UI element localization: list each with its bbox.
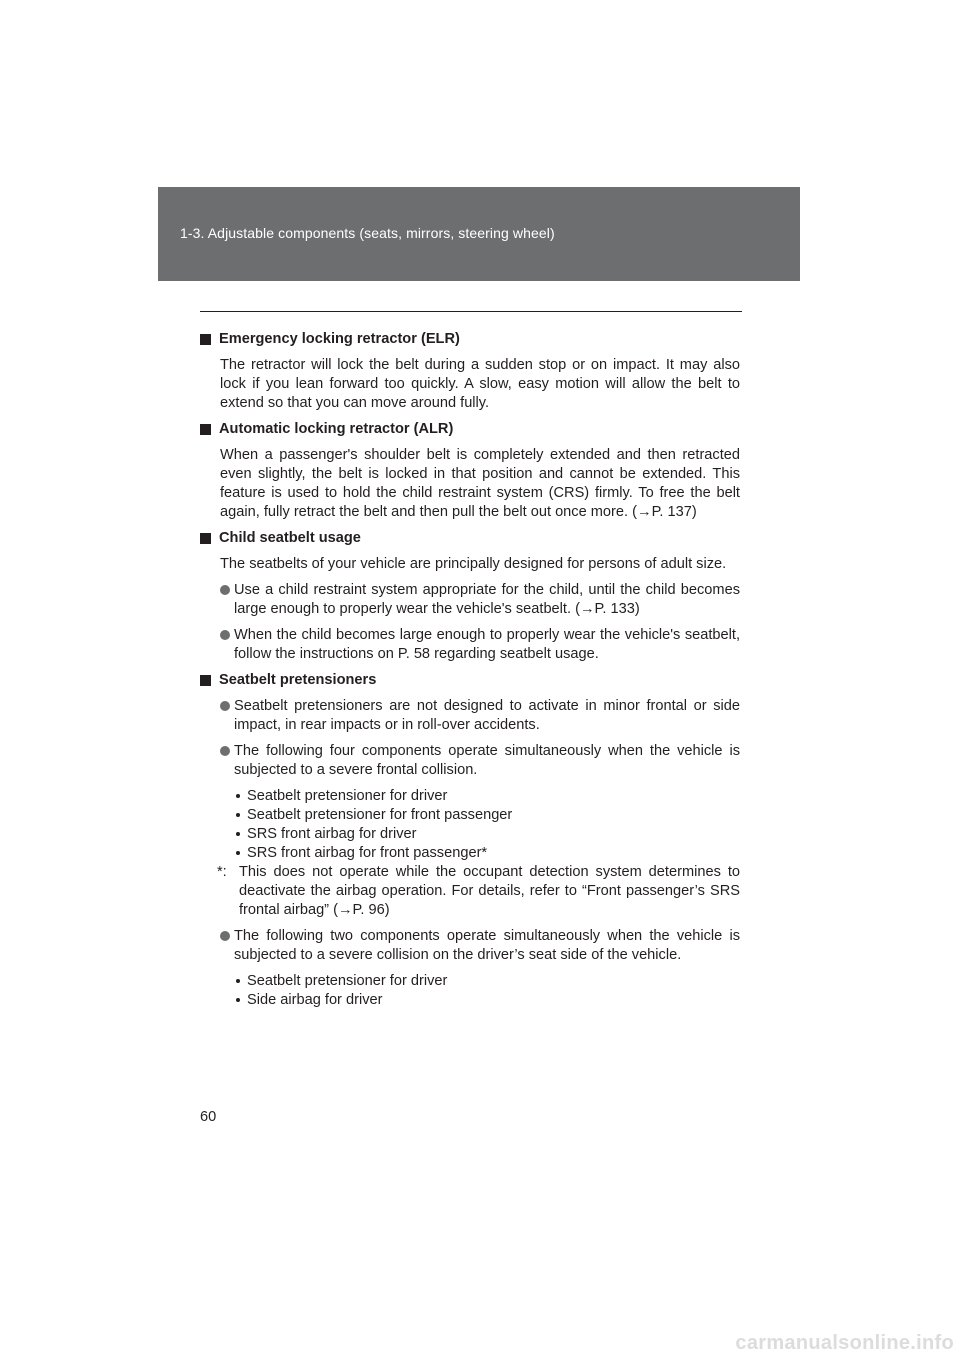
list-item [200,581,740,619]
elr-paragraph: The retractor will lock the belt during a sudden stop or on impact. It may also lock if you lean forward too quickly. A slow, easy motion will allow the belt to extend so that you can move around fully. [220,357,740,411]
sub-item-text: Seatbelt pretensioner for driver [247,973,448,989]
circle-bullet-icon [220,585,230,595]
heading-child-seatbelt [200,529,740,548]
list-item [200,844,740,863]
sub-item-text: SRS front airbag for front passenger* [247,845,488,861]
sub-item-text: SRS front airbag for driver [247,826,417,842]
list-item [200,626,740,664]
divider-rule [200,311,742,312]
heading-elr-text: Emergency locking retractor (ELR) [219,331,460,347]
dot-icon [236,998,240,1002]
alr-paragraph: When a passenger's shoulder belt is completely extended and then retracted even slightly, the belt is locked in that position and cannot be extended. This feature is used to hold the child restraint system (CRS) firmly. To free the belt again, fully retract the belt and then pull the belt out once more. (→P. 137) [220,447,740,520]
heading-alr-text: Automatic locking retractor (ALR) [219,421,454,437]
heading-pretensioners [200,671,740,690]
list-item [200,787,740,806]
bullet-text: The following two components operate simultaneously when the vehicle is subjected to a severe collision on the driver’s seat side of the vehicle. [234,928,740,963]
heading-elr [200,330,740,349]
list-item [200,825,740,844]
page-content [200,330,740,1010]
footnote-text: This does not operate while the occupant detection system determines to deactivate the airbag operation. For details, refer to “Front passenger’s SRS frontal airbag” (→P. 96) [239,864,740,918]
square-bullet-icon [200,533,211,544]
page-number: 60 [200,1109,217,1125]
circle-bullet-icon [220,630,230,640]
list-item [200,742,740,780]
square-bullet-icon [200,334,211,345]
square-bullet-icon [200,675,211,686]
circle-bullet-icon [220,931,230,941]
dot-icon [236,979,240,983]
bullet-text: When the child becomes large enough to properly wear the vehicle's seatbelt, follow the instructions on P. 58 regarding seatbelt usage. [234,627,740,662]
watermark: carmanualsonline.info [735,1332,954,1354]
bullet-text: The following four components operate simultaneously when the vehicle is subjected to a severe frontal collision. [234,743,740,778]
footnote-marker: *: [217,864,227,880]
dot-icon [236,794,240,798]
heading-child-seatbelt-text: Child seatbelt usage [219,530,361,546]
bullet-text: Seatbelt pretensioners are not designed to activate in minor frontal or side impact, in rear impacts or in roll-over accidents. [234,698,740,733]
footnote [200,863,740,920]
square-bullet-icon [200,424,211,435]
section-title: 1-3. Adjustable components (seats, mirrors, steering wheel) [180,225,555,241]
circle-bullet-icon [220,701,230,711]
dot-icon [236,851,240,855]
heading-alr [200,420,740,439]
header-band [158,187,800,281]
list-item [200,697,740,735]
dot-icon [236,832,240,836]
list-item [200,927,740,965]
bullet-text: Use a child restraint system appropriate for the child, until the child becomes large enough to properly wear the vehicle's seatbelt. (→P. 133) [234,582,740,617]
list-item [200,972,740,991]
sub-item-text: Side airbag for driver [247,992,383,1008]
circle-bullet-icon [220,746,230,756]
child-paragraph: The seatbelts of your vehicle are principally designed for persons of adult size. [220,556,727,572]
list-item [200,991,740,1010]
components-list-two [200,972,740,1010]
list-item [200,806,740,825]
heading-pretensioners-text: Seatbelt pretensioners [219,672,377,688]
sub-item-text: Seatbelt pretensioner for front passenger [247,807,513,823]
dot-icon [236,813,240,817]
sub-item-text: Seatbelt pretensioner for driver [247,788,448,804]
components-list-four [200,787,740,863]
